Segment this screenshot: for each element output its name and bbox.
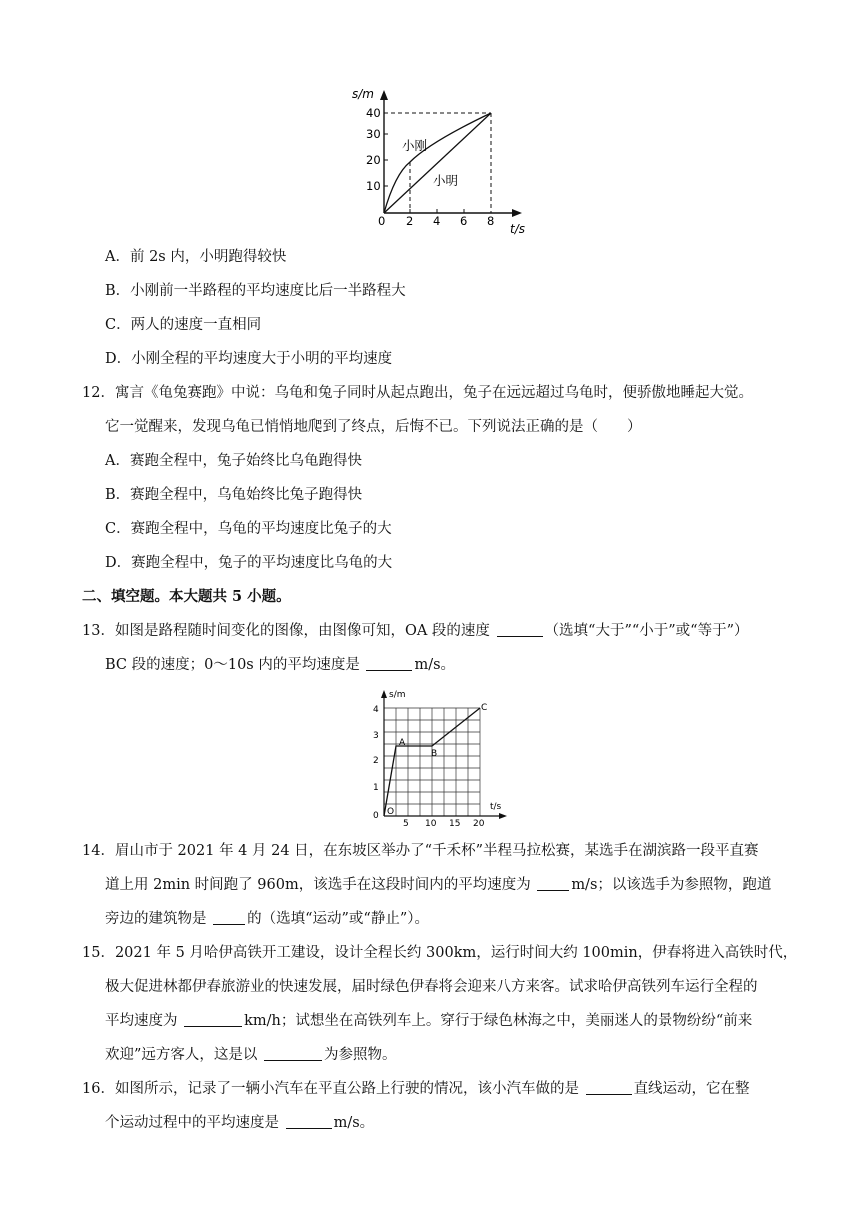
q13-line1: 13．如图是路程随时间变化的图像，由图像可知，OA 段的速度 （选填“大于”“小于”或“等于”）	[82, 623, 749, 639]
q12-option-c: C．赛跑全程中，乌龟的平均速度比兔子的大	[105, 521, 392, 537]
q14-line1: 14．眉山市于 2021 年 4 月 24 日，在东坡区举办了“千禾杯”半程马拉松赛，某选手在湖滨路一段平直赛	[82, 843, 759, 859]
q12-option-d: D．赛跑全程中，兔子的平均速度比乌龟的大	[105, 555, 393, 571]
q11-option-d: D．小刚全程的平均速度大于小明的平均速度	[105, 351, 393, 367]
g2-point-a: A	[399, 738, 406, 748]
x-tick-4: 4	[433, 214, 441, 228]
g2-y-tick-4: 4	[373, 705, 379, 715]
y-tick-40: 40	[366, 106, 381, 120]
y-axis-label: s/m	[352, 87, 374, 101]
g2-y-axis-label: s/m	[389, 690, 406, 700]
x-tick-8: 8	[487, 214, 495, 228]
q11-option-c: C．两人的速度一直相同	[105, 317, 262, 333]
y-tick-10: 10	[366, 179, 381, 193]
g2-point-o: O	[387, 807, 395, 817]
g2-x-tick-15: 15	[449, 819, 461, 828]
x-tick-6: 6	[460, 214, 468, 228]
x-tick-0: 0	[378, 214, 386, 228]
curve-label-xiaoming: 小明	[433, 173, 459, 188]
q15-line3: 平均速度为 km/h；试想坐在高铁列车上。穿行于绿色林海之中，美丽迷人的景物纷纷“前来	[105, 1013, 753, 1029]
q15-line2: 极大促进林都伊春旅游业的快速发展，届时绿色伊春将会迎来八方来客。试求哈伊高铁列车运行全程的	[105, 979, 758, 995]
q14-blank-1[interactable]	[537, 876, 569, 891]
figure-st-graph-2	[362, 688, 512, 828]
q11-option-a: A．前 2s 内，小明跑得较快	[105, 249, 287, 265]
section-heading-fill-blank: 二、填空题。本大题共 5 小题。	[82, 588, 291, 605]
x-tick-2: 2	[406, 214, 414, 228]
figure-st-graph-1	[340, 82, 530, 237]
q12-option-b: B．赛跑全程中，乌龟始终比兔子跑得快	[105, 487, 363, 503]
q14-blank-2[interactable]	[213, 910, 245, 925]
q14-line2: 道上用 2min 时间跑了 960m，该选手在这段时间内的平均速度为 m/s；以该选手为参照物，跑道	[105, 877, 772, 893]
curve-label-xiaogang: 小刚	[402, 138, 428, 153]
g2-x-axis-label: t/s	[490, 802, 502, 812]
q13-blank-1[interactable]	[497, 622, 543, 637]
g2-y-tick-0: 0	[373, 811, 379, 821]
q15-line1: 15．2021 年 5 月哈伊高铁开工建设，设计全程长约 300km，运行时间大约 100min，伊春将进入高铁时代，	[82, 945, 798, 961]
q14-line3: 旁边的建筑物是 的（选填“运动”或“静止”）。	[105, 911, 430, 927]
q13-blank-2[interactable]	[366, 656, 412, 671]
y-tick-30: 30	[366, 127, 381, 141]
q12-stem-line2: 它一觉醒来，发现乌龟已悄悄地爬到了终点，后悔不已。下列说法正确的是（ ）	[105, 419, 642, 435]
q16-line2: 个运动过程中的平均速度是 m/s。	[105, 1115, 375, 1131]
g2-x-tick-10: 10	[425, 819, 437, 828]
q15-line4: 欢迎”远方客人，这是以 为参照物。	[105, 1047, 397, 1063]
g2-y-tick-1: 1	[373, 783, 379, 793]
g2-point-c: C	[481, 703, 488, 713]
q16-line1: 16．如图所示，记录了一辆小汽车在平直公路上行驶的情况，该小汽车做的是 直线运动，它在整	[82, 1081, 750, 1097]
g2-y-tick-3: 3	[373, 731, 379, 741]
q16-blank-2[interactable]	[286, 1114, 332, 1129]
q16-blank-1[interactable]	[586, 1080, 632, 1095]
q15-blank-2[interactable]	[264, 1046, 322, 1061]
q12-option-a: A．赛跑全程中，兔子始终比乌龟跑得快	[105, 453, 362, 469]
x-axis-label: t/s	[510, 222, 525, 236]
q12-stem-line1: 12．寓言《龟兔赛跑》中说：乌龟和兔子同时从起点跑出，兔子在远远超过乌龟时，便骄傲地睡起大觉。	[82, 385, 753, 401]
g2-x-tick-20: 20	[473, 819, 485, 828]
g2-point-b: B	[431, 749, 438, 759]
g2-y-tick-2: 2	[373, 756, 379, 766]
y-tick-20: 20	[366, 153, 381, 167]
q15-blank-1[interactable]	[184, 1012, 242, 1027]
q13-line2: BC 段的速度；0～10s 内的平均速度是 m/s。	[105, 657, 456, 673]
q11-option-b: B．小刚前一半路程的平均速度比后一半路程大	[105, 283, 406, 299]
g2-x-tick-5: 5	[403, 819, 409, 828]
